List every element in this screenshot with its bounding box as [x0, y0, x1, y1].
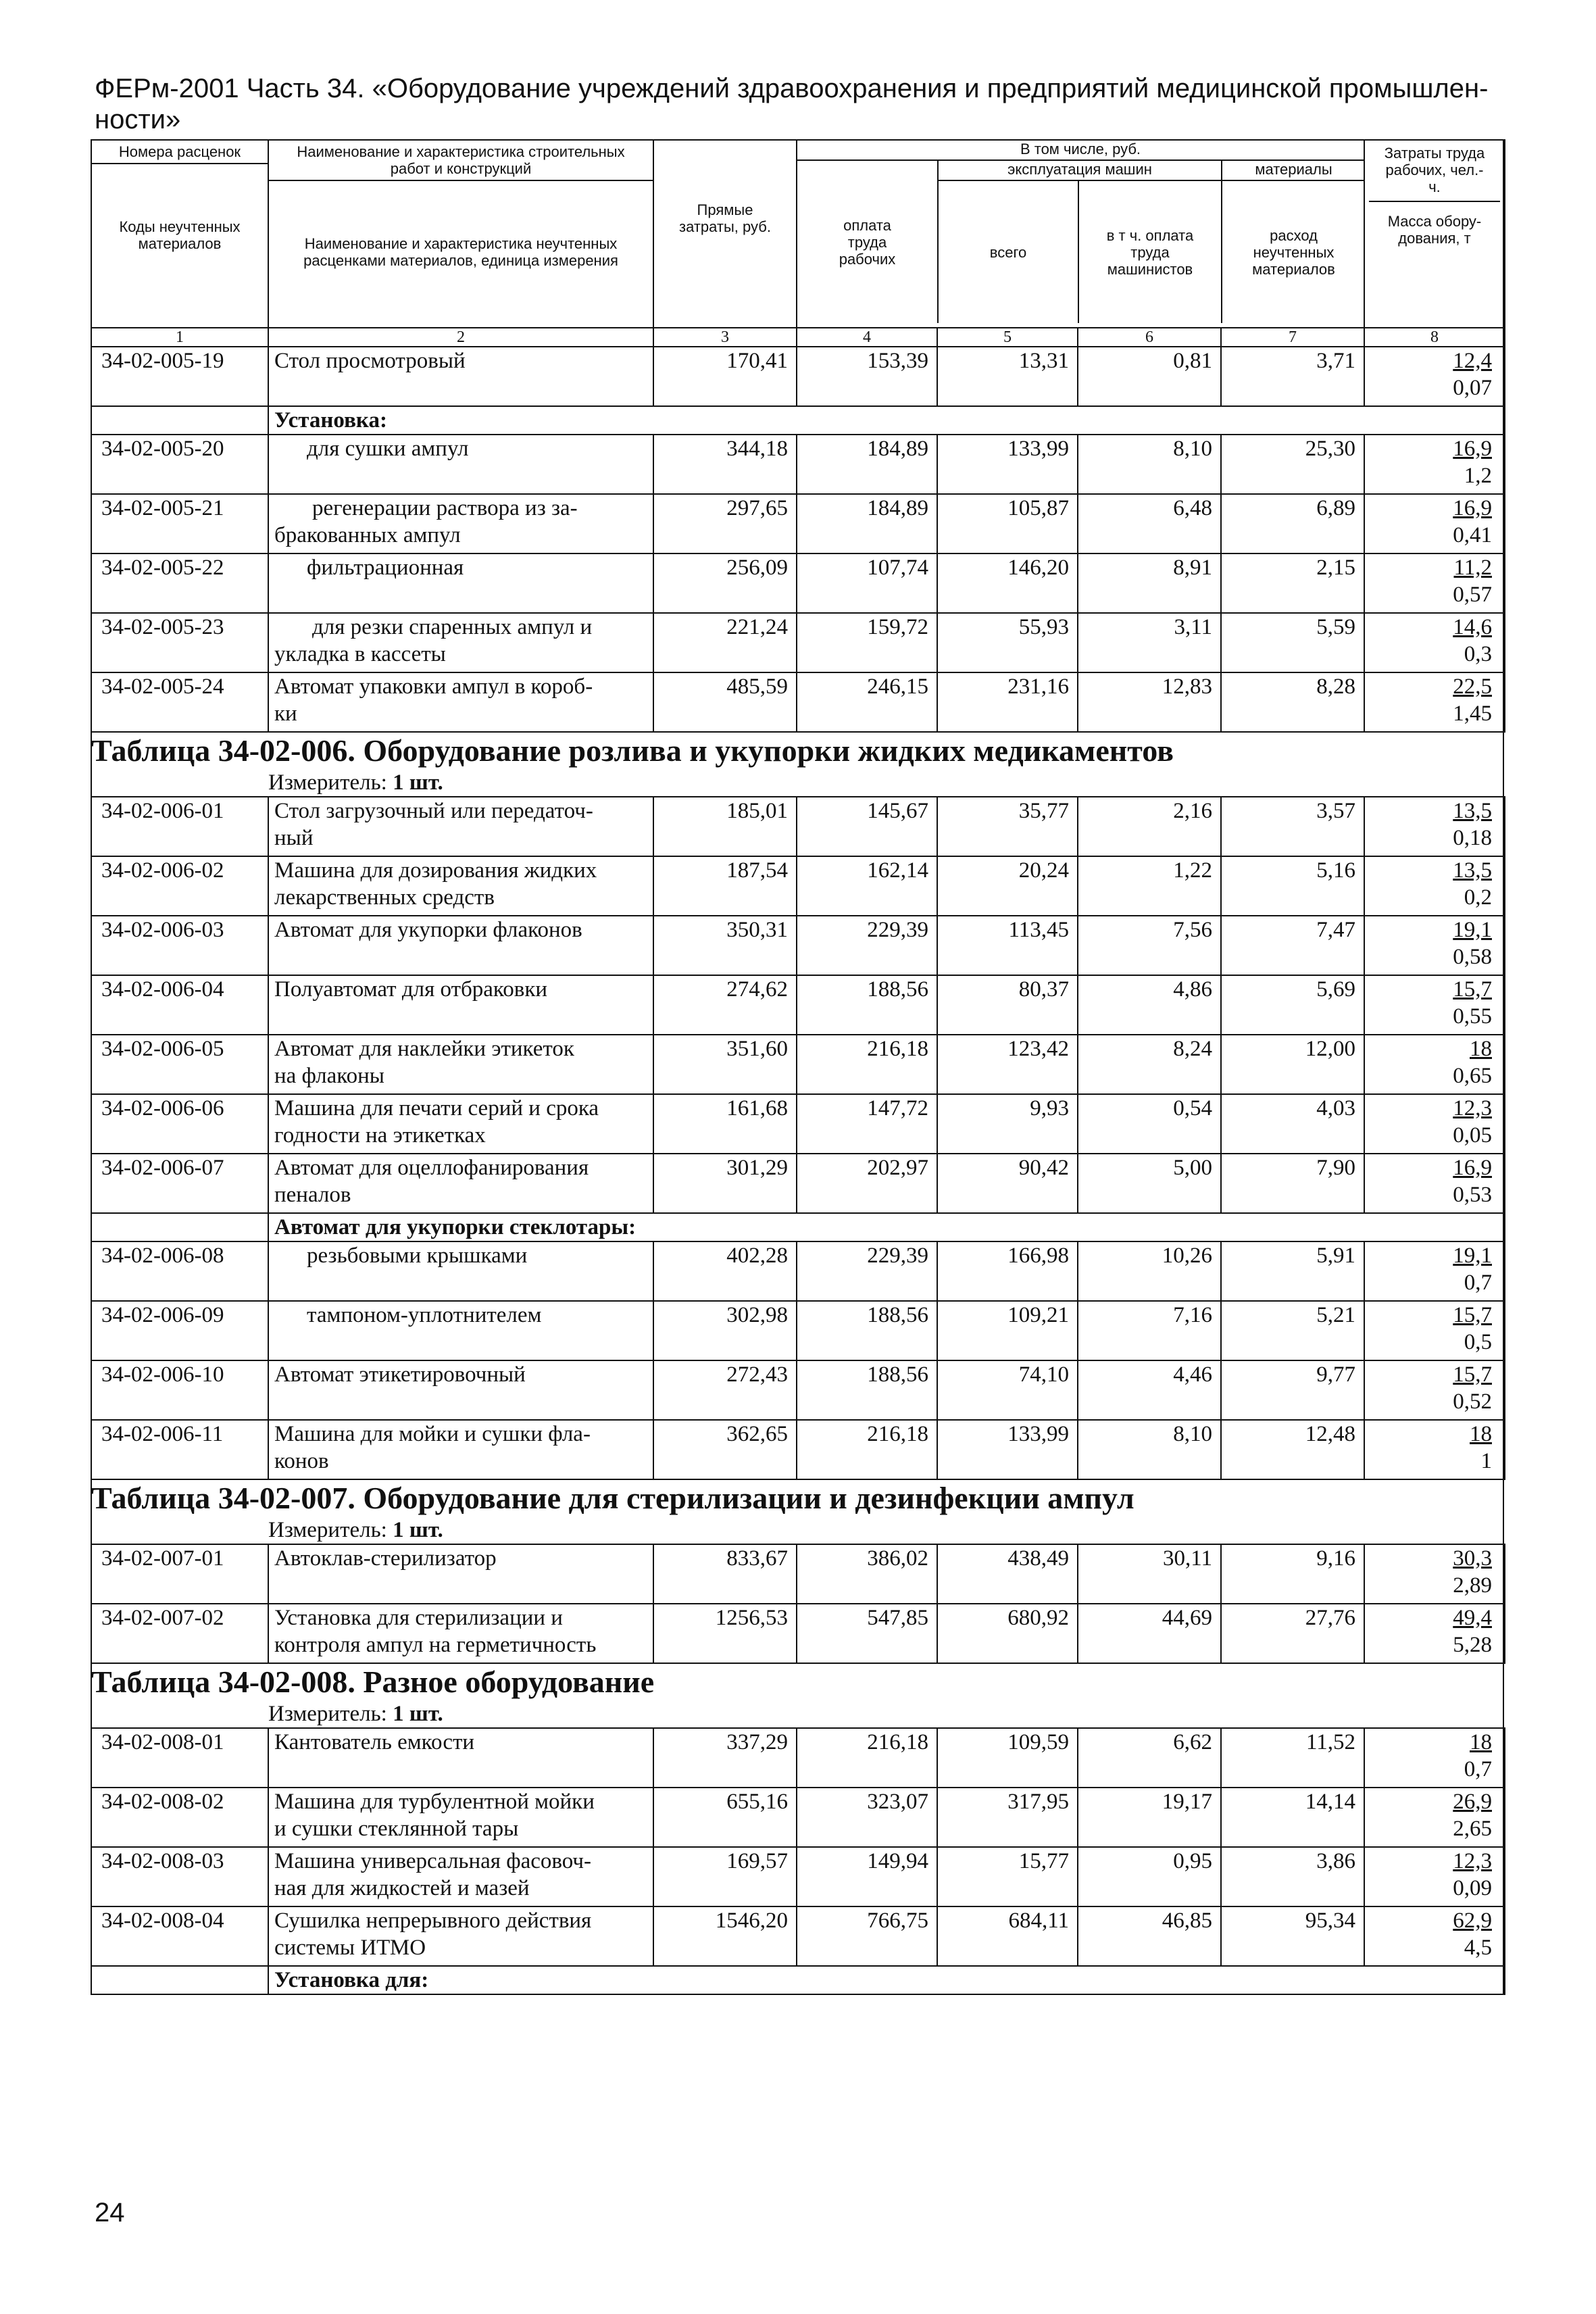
table-row: 34-02-006-09 тампоном-уплотнителем 302,98 188,56 109,21 7,16 5,21 15,7 0,5	[91, 1301, 1505, 1360]
table-row: 34-02-007-01 Автоклав-стерилизатор 833,67 386,02 438,49 30,11 9,16 30,3 2,89	[91, 1544, 1505, 1604]
measure-row: Измеритель: 1 шт.	[268, 1518, 443, 1542]
measure-row: Измеритель: 1 шт.	[268, 1702, 443, 1726]
table-row: 34-02-008-01 Кантователь емкости 337,29 216,18 109,59 6,62 11,52 18 0,7	[91, 1728, 1505, 1788]
col2-header: Наименование и характеристика строительных работ и конструкций Наименование и характеристика неучтенных расценками материалов, единица измерения	[268, 140, 653, 328]
section-row: Автомат для укупорки стеклотары:	[91, 1213, 1505, 1241]
table-row: 34-02-008-04 Сушилка непрерывного действия системы ИТМО 1546,20 766,75 684,11 46,85 95,34 62,9 4,5	[91, 1906, 1505, 1966]
materials-header: материалы	[1222, 161, 1365, 180]
header-row	[91, 140, 1505, 328]
header-line-2: ности»	[95, 105, 181, 134]
table-row: 34-02-006-05 Автомат для наклейки этикеток на флаконы 351,60 216,18 123,42 8,24 12,00 18 0,65	[91, 1035, 1505, 1094]
table-row: 34-02-006-08 резьбовыми крышками 402,28 229,39 166,98 10,26 5,91 19,1 0,7	[91, 1241, 1505, 1301]
table-row: 34-02-005-20 для сушки ампул 344,18 184,89 133,99 8,10 25,30 16,9 1,2	[91, 435, 1505, 494]
table-row: 34-02-005-21 регенерации раствора из за- бракованных ампул 297,65 184,89 105,87 6,48 6,89 16,9 0,41	[91, 494, 1505, 553]
section-row: Установка:	[91, 406, 1505, 435]
col6-header: в т ч. оплата труда машинистов	[1078, 180, 1222, 323]
table-row: 34-02-007-02 Установка для стерилизации и контроля ампул на герметичность 1256,53 547,85 680,92 44,69 27,76 49,4 5,28	[91, 1604, 1505, 1663]
table-row: 34-02-006-04 Полуавтомат для отбраковки 274,62 188,56 80,37 4,86 5,69 15,7 0,55	[91, 975, 1505, 1035]
table-row: 34-02-006-11 Машина для мойки и сушки фла- конов 362,65 216,18 133,99 8,10 12,48 18 1	[91, 1420, 1505, 1479]
table-row: 34-02-006-01 Стол загрузочный или передаточ- ный 185,01 145,67 35,77 2,16 3,57 13,5 0,18	[91, 797, 1505, 856]
column-numbers-row: 1 2 3 4 5 6 7 8	[91, 328, 1505, 347]
group-header: В том числе, руб. оплата труда рабочих эксплуатация машин материалы всего в т ч. оплата труда машинистов расход неучтенных материалов	[797, 140, 1364, 328]
table-row: 34-02-006-02 Машина для дозирования жидких лекарственных средств 187,54 162,14 20,24 1,22 5,16 13,5 0,2	[91, 856, 1505, 916]
col8-header: Затраты труда рабочих, чел.-ч. Масса обору-дования, т	[1364, 140, 1505, 328]
table-title: Таблица 34-02-008. Разное оборудование	[91, 1663, 1505, 1700]
col7-header: расход неучтенных материалов	[1252, 226, 1335, 278]
machines-header: эксплуатация машин	[938, 161, 1222, 180]
table-row: 34-02-006-06 Машина для печати серий и срока годности на этикетках 161,68 147,72 9,93 0,54 4,03 12,3 0,05	[91, 1094, 1505, 1154]
section-row: Установка для:	[91, 1966, 1505, 1994]
measure-row: Измеритель: 1 шт.	[268, 770, 443, 795]
table-row: 34-02-005-19 Стол просмотровый 170,41 153,39 13,31 0,81 3,71 12,4 0,07	[91, 347, 1505, 406]
table-title: Таблица 34-02-006. Оборудование розлива и укупорки жидких медикаментов	[91, 732, 1505, 769]
table-row: 34-02-008-02 Машина для турбулентной мойки и сушки стеклянной тары 655,16 323,07 317,95 19,17 14,14 26,9 2,65	[91, 1788, 1505, 1847]
table-row: 34-02-006-03 Автомат для укупорки флаконов 350,31 229,39 113,45 7,56 7,47 19,1 0,58	[91, 916, 1505, 975]
table-row: 34-02-005-22 фильтрационная 256,09 107,74 146,20 8,91 2,15 11,2 0,57	[91, 553, 1505, 613]
table-row: 34-02-006-10 Автомат этикетировочный 272,43 188,56 74,10 4,46 9,77 15,7 0,52	[91, 1360, 1505, 1420]
table-title: Таблица 34-02-007. Оборудование для стерилизации и дезинфекции ампул	[91, 1479, 1505, 1517]
col4-header: оплата труда рабочих	[797, 161, 938, 323]
header-line-1: ФЕРм-2001 Часть 34. «Оборудование учреждений здравоохранения и предприятий медицинской промышлен-	[95, 74, 1489, 103]
page-number: 24	[95, 2198, 125, 2227]
table-row: 34-02-006-07 Автомат для оцеллофанирования пеналов 301,29 202,97 90,42 5,00 7,90 16,9 0,53	[91, 1154, 1505, 1213]
table-row: 34-02-008-03 Машина универсальная фасовоч- ная для жидкостей и мазей 169,57 149,94 15,77 0,95 3,86 12,3 0,09	[91, 1847, 1505, 1906]
table-row: 34-02-005-24 Автомат упаковки ампул в короб- ки 485,59 246,15 231,16 12,83 8,28 22,5 1,45	[91, 672, 1505, 732]
col3-header: Прямые затраты, руб.	[653, 140, 797, 328]
table-row: 34-02-005-23 для резки спаренных ампул и укладка в кассеты 221,24 159,72 55,93 3,11 5,59 14,6 0,3	[91, 613, 1505, 672]
rates-table	[91, 139, 1505, 1995]
page-header	[95, 73, 1514, 135]
col5-header: всего	[938, 180, 1078, 323]
col1-header: Номера расценок Коды неучтенных материалов	[91, 140, 268, 328]
